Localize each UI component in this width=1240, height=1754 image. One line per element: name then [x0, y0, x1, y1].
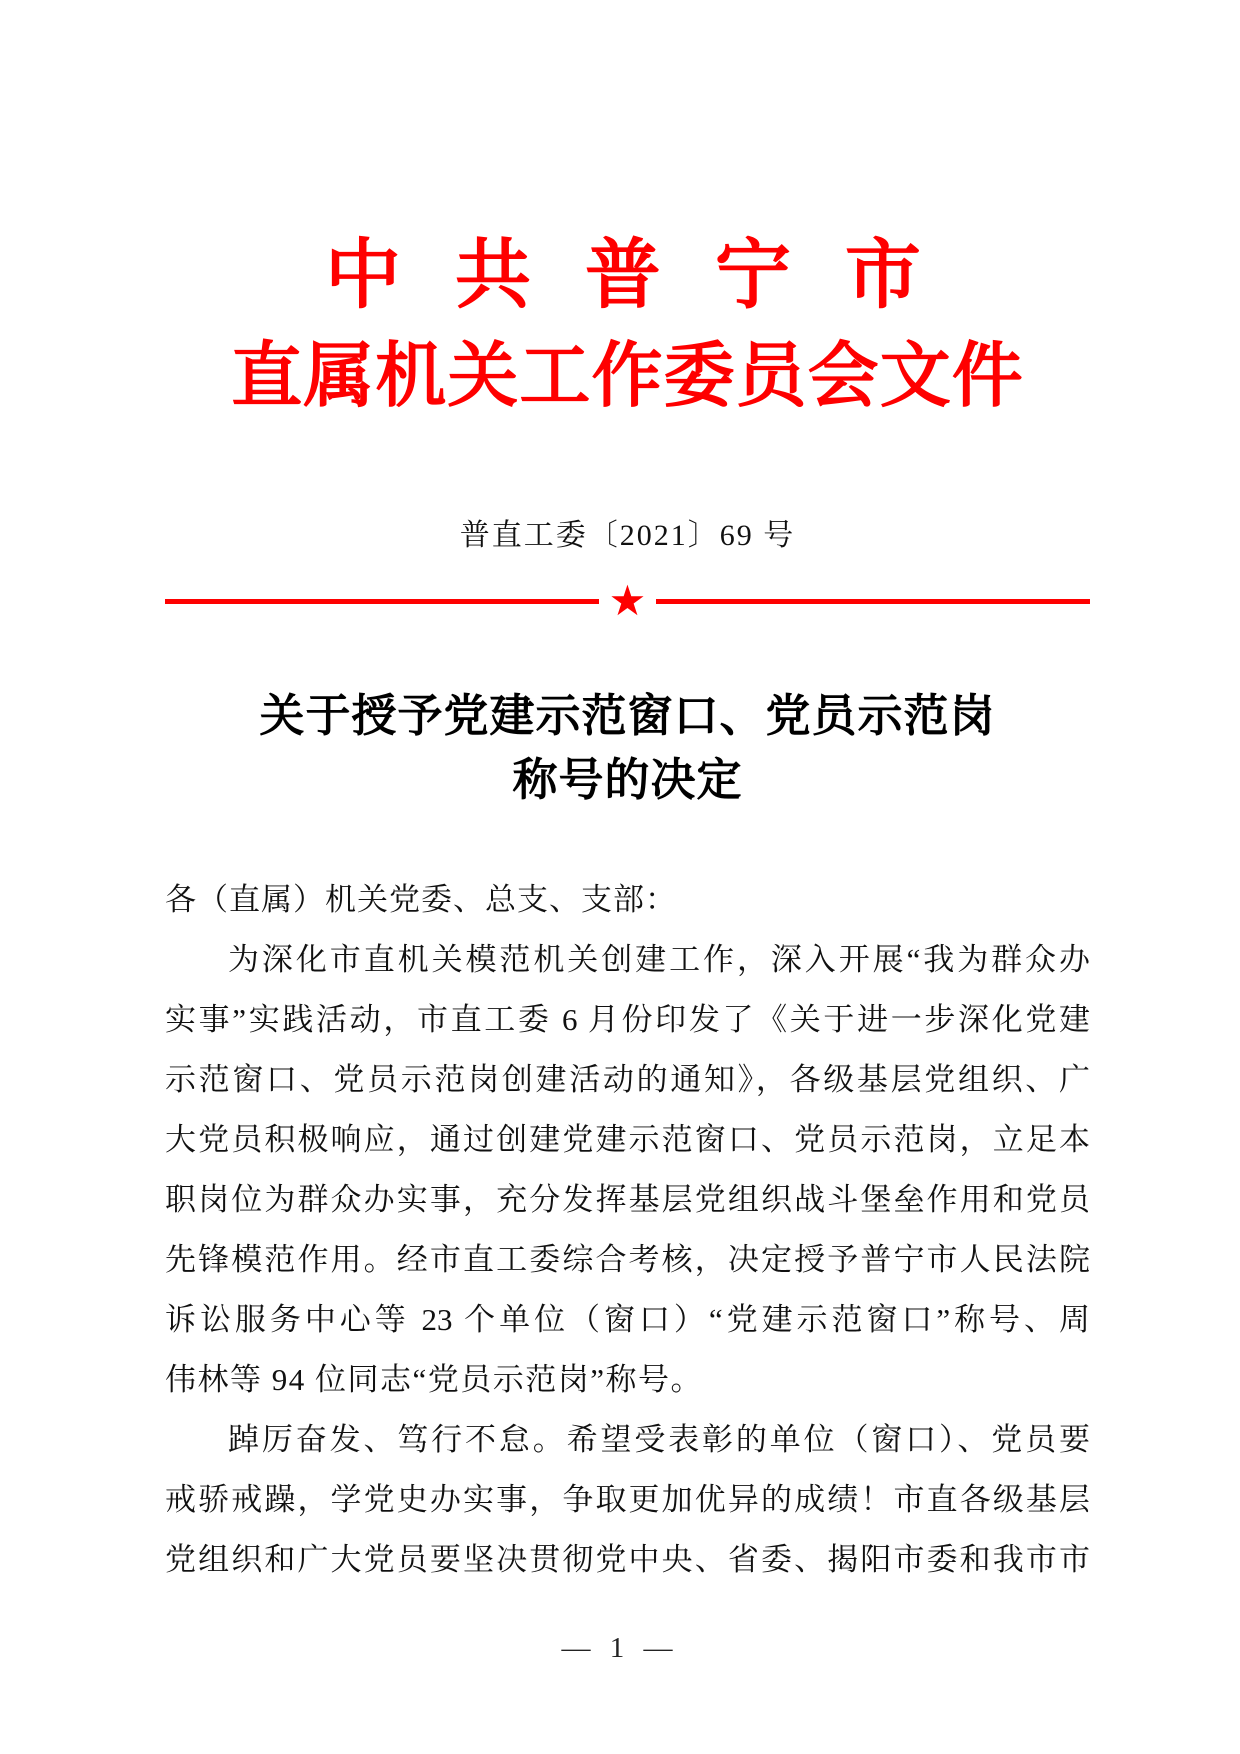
- body-line: 党组织和广大党员要坚决贯彻党中央、省委、揭阳市委和我市市: [165, 1542, 1090, 1577]
- paragraph-1: [165, 930, 1090, 1410]
- body-line: 先锋模范作用。经市直工委综合考核，决定授予普宁市人民法院: [165, 1242, 1090, 1277]
- doc-number: 普直工委〔2021〕69 号: [459, 519, 796, 552]
- body-line: 实事”实践活动，市直工委 6 月份印发了《关于进一步深化党建: [165, 1002, 1090, 1037]
- org-name-line2: 直属机关工作委员会文件: [231, 338, 1024, 416]
- body-line: 戒骄戒躁，学党史办实事，争取更加优异的成绩！市直各级基层: [165, 1482, 1090, 1517]
- body-line: 为深化市直机关模范机关创建工作，深入开展“我为群众办: [228, 942, 1090, 977]
- body-line: 职岗位为群众办实事，充分发挥基层党组织战斗堡垒作用和党员: [165, 1182, 1090, 1217]
- body-line: 踔厉奋发、笃行不怠。希望受表彰的单位（窗口）、党员要: [228, 1422, 1090, 1457]
- title-line1: 关于授予党建示范窗口、党员示范岗: [259, 691, 996, 741]
- star-icon: ★: [608, 576, 647, 625]
- title-line2: 称号的决定: [512, 755, 743, 805]
- org-name-line1: 中 共 普 宁 市: [325, 234, 930, 318]
- document-body: [165, 870, 1090, 1590]
- body-line: 大党员积极响应，通过创建党建示范窗口、党员示范岗，立足本: [165, 1122, 1090, 1157]
- divider-line-left: [165, 599, 599, 604]
- body-line: 伟林等 94 位同志“党员示范岗”称号。: [165, 1362, 704, 1397]
- paragraph-2: [165, 1410, 1090, 1590]
- salutation: 各（直属）机关党委、总支、支部：: [165, 882, 677, 917]
- letterhead: [165, 0, 1090, 416]
- body-line: 诉讼服务中心等 23 个单位（窗口）“党建示范窗口”称号、周: [165, 1302, 1090, 1337]
- red-divider: [165, 578, 1090, 624]
- document-title: [165, 684, 1090, 812]
- body-line: 示范窗口、党员示范岗创建活动的通知》，各级基层党组织、广: [165, 1062, 1090, 1097]
- page-number: — 1 —: [561, 1632, 679, 1664]
- divider-line-right: [656, 599, 1090, 604]
